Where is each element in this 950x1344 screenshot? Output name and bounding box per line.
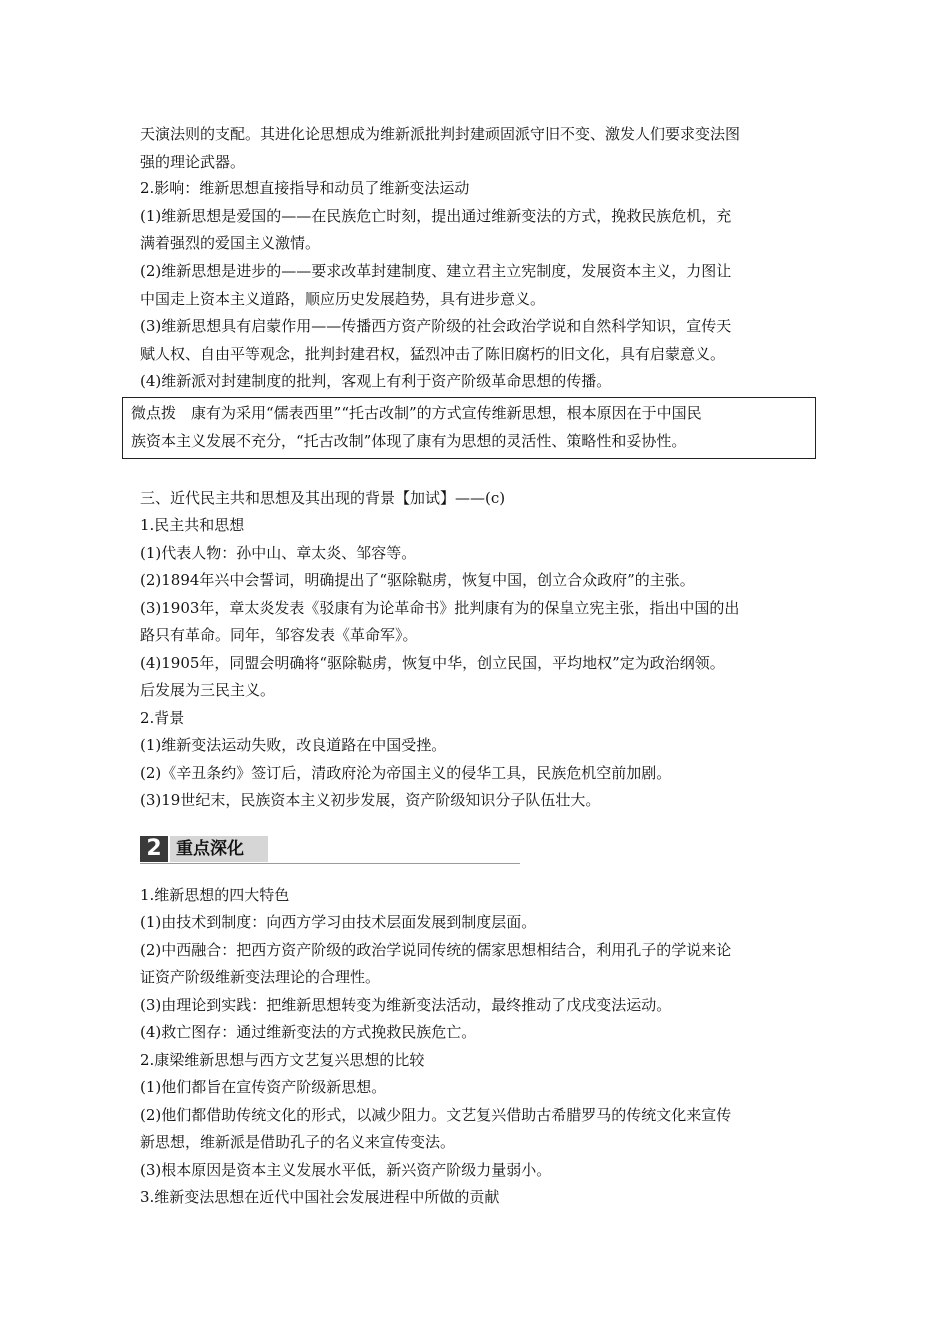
- text-line: (3)维新思想具有启蒙作用——传播西方资产阶级的社会政治学说和自然科学知识，宣传天: [140, 317, 732, 335]
- text-line: (2)他们都借助传统文化的形式，以减少阻力。文艺复兴借助古希腊罗马的传统文化来宣传: [140, 1106, 732, 1124]
- text-line: 中国走上资本主义道路，顺应历史发展趋势，具有进步意义。: [140, 290, 546, 308]
- text-line: (1)代表人物：孙中山、章太炎、邹容等。: [140, 544, 417, 562]
- text-line: (4)救亡图存：通过维新变法的方式挽救民族危亡。: [140, 1023, 477, 1041]
- text-line: (4)维新派对封建制度的批判，客观上有利于资产阶级革命思想的传播。: [140, 372, 612, 390]
- tip-line: 微点拨 康有为采用“儒表西里”“托古改制”的方式宣传维新思想，根本原因在于中国民: [131, 404, 702, 422]
- text-line: 证资产阶级维新变法理论的合理性。: [140, 968, 381, 986]
- text-line: (1)他们都旨在宣传资产阶级新思想。: [140, 1078, 387, 1096]
- text-line: (4)1905年，同盟会明确将“驱除鞑虏，恢复中华，创立民国，平均地权”定为政治纲领。: [140, 654, 725, 672]
- section-header: [140, 836, 520, 864]
- text-line: 满着强烈的爱国主义激情。: [140, 234, 321, 252]
- subheading: 2.背景: [140, 709, 185, 727]
- section-title: 重点深化: [170, 836, 268, 862]
- heading-influence: 2.影响：维新思想直接指导和动员了维新变法运动: [140, 179, 470, 197]
- text-line: (1)维新思想是爱国的——在民族危亡时刻，提出通过维新变法的方式，挽救民族危机，充: [140, 207, 732, 225]
- text-line: (2)中西融合：把西方资产阶级的政治学说同传统的儒家思想相结合，利用孔子的学说来论: [140, 941, 732, 959]
- text-line: 天演法则的支配。其进化论思想成为维新派批判封建顽固派守旧不变、激发人们要求变法图: [140, 125, 741, 143]
- section-heading: 三、近代民主共和思想及其出现的背景【加试】——(c): [140, 489, 506, 507]
- text-line: (2)1894年兴中会誓词，明确提出了“驱除鞑虏，恢复中国，创立合众政府”的主张。: [140, 571, 695, 589]
- text-line: 新思想，维新派是借助孔子的名义来宣传变法。: [140, 1133, 456, 1151]
- section-divider: [140, 863, 520, 864]
- section-number: 2: [140, 836, 168, 862]
- text-line: 后发展为三民主义。: [140, 681, 276, 699]
- subheading: 3.维新变法思想在近代中国社会发展进程中所做的贡献: [140, 1188, 500, 1206]
- tip-box: [122, 397, 816, 459]
- text-line: (3)1903年，章太炎发表《驳康有为论革命书》批判康有为的保皇立宪主张，指出中国的出: [140, 599, 740, 617]
- subheading: 1.民主共和思想: [140, 516, 245, 534]
- text-line: (2)维新思想是进步的——要求改革封建制度、建立君主立宪制度，发展资本主义，力图让: [140, 262, 732, 280]
- text-line: (3)19世纪末，民族资本主义初步发展，资产阶级知识分子队伍壮大。: [140, 791, 601, 809]
- text-line: 强的理论武器。: [140, 153, 246, 171]
- tip-line: 族资本主义发展不充分，“托古改制”体现了康有为思想的灵活性、策略性和妥协性。: [131, 432, 687, 450]
- text-line: (3)由理论到实践：把维新思想转变为维新变法活动，最终推动了戊戌变法运动。: [140, 996, 672, 1014]
- text-line: (1)由技术到制度：向西方学习由技术层面发展到制度层面。: [140, 913, 537, 931]
- text-line: 赋人权、自由平等观念，批判封建君权，猛烈冲击了陈旧腐朽的旧文化，具有启蒙意义。: [140, 345, 726, 363]
- text-line: (2)《辛丑条约》签订后，清政府沦为帝国主义的侵华工具，民族危机空前加剧。: [140, 764, 672, 782]
- subheading: 1.维新思想的四大特色: [140, 886, 290, 904]
- text-line: (1)维新变法运动失败，改良道路在中国受挫。: [140, 736, 447, 754]
- subheading: 2.康梁维新思想与西方文艺复兴思想的比较: [140, 1051, 425, 1069]
- text-line: (3)根本原因是资本主义发展水平低，新兴资产阶级力量弱小。: [140, 1161, 552, 1179]
- text-line: 路只有革命。同年，邹容发表《革命军》。: [140, 626, 418, 644]
